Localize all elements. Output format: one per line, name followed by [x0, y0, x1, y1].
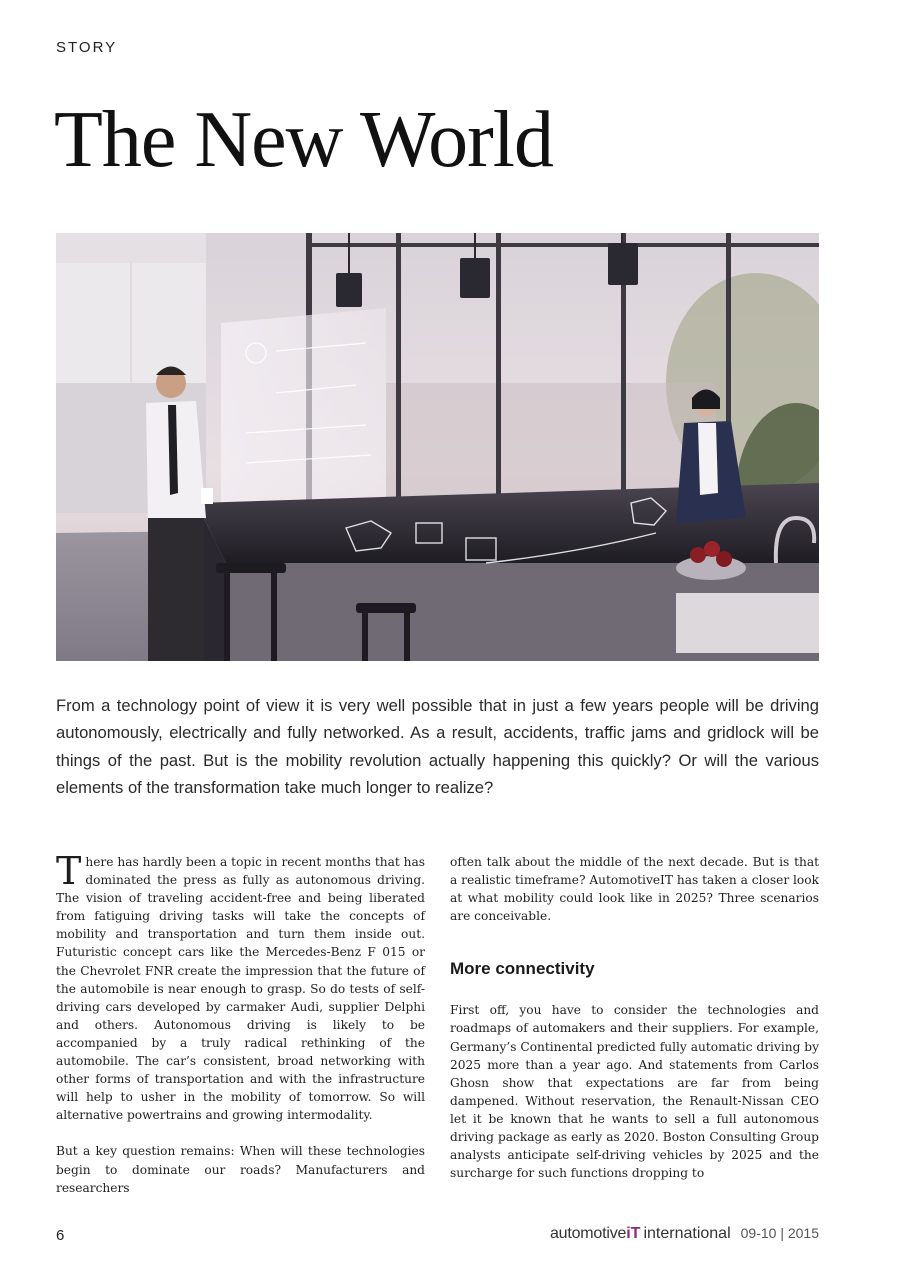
- hero-image: [56, 233, 819, 661]
- article-title: The New World: [54, 96, 553, 184]
- drop-cap: T: [56, 849, 82, 893]
- issue-date: 09-10 | 2015: [740, 1225, 819, 1241]
- brand-it: iT: [626, 1225, 641, 1242]
- body-column-right: [450, 853, 819, 1182]
- page-number: 6: [56, 1227, 65, 1244]
- body-paragraph-1-text: here has hardly been a topic in recent months that has dominated the press as fully as autonomous driving. The vision of traveling accident-free and being liberated from fatiguing driving tasks will take the concepts of mobility and transportation and turn them inside out. Futuristic concept cars like the Mercedes-Benz F 015 or the Chevrolet FNR create the impression that the future of the automobile is near enough to grasp. So do tests of self-driving cars developed by carmaker Audi, supplier Delphi and others. Autonomous driving is likely to be accompanied by a truly radical rethinking of the automobile. The car’s consistent, broad networking with other forms of transportation and with the infrastructure will help to usher in the mobility of tomorrow. So will alternative powertrains and growing intermodality.: [56, 855, 425, 1123]
- section-label: STORY: [56, 39, 118, 56]
- publication-brand: [550, 1225, 819, 1243]
- brand-automotive: automotive: [549, 1225, 627, 1242]
- body-column-left: [56, 849, 425, 1197]
- futuristic-kitchen-illustration: [56, 233, 819, 661]
- body-paragraph-2: But a key question remains: When will these technologies begin to dominate our roads? Manufacturers and researchers: [56, 1144, 425, 1195]
- brand-international: international: [643, 1225, 731, 1242]
- body-paragraph-3: often talk about the middle of the next decade. But is that a realistic timeframe? AutomotiveIT has taken a closer look at what mobility could look like in 2025? Three scenarios are conceivable.: [450, 855, 819, 924]
- body-paragraph-1: [56, 849, 425, 1124]
- section-subheading: More connectivity: [450, 959, 595, 979]
- body-paragraph-4: First off, you have to consider the technologies and roadmaps of automakers and their suppliers. For example, Germany’s Continental predicted fully automatic driving by 2025 more than a year ago. And statements from Carlos Ghosn show that expectations are far from being dampened. Without reservation, the Renault-Nissan CEO let it be known that he wants to sell a full autonomous driving package as early as 2020. Boston Consulting Group analysts anticipate self-driving vehicles by 2025 and the surcharge for such functions dropping to: [450, 1003, 819, 1181]
- lead-paragraph: From a technology point of view it is very well possible that in just a few years people will be driving autonomously, electrically and fully networked. As a result, accidents, traffic jams and gridlock will be things of the past. But is the mobility revolution actually happening this quickly? Or will the various elements of the transformation take much longer to realize?: [56, 696, 819, 798]
